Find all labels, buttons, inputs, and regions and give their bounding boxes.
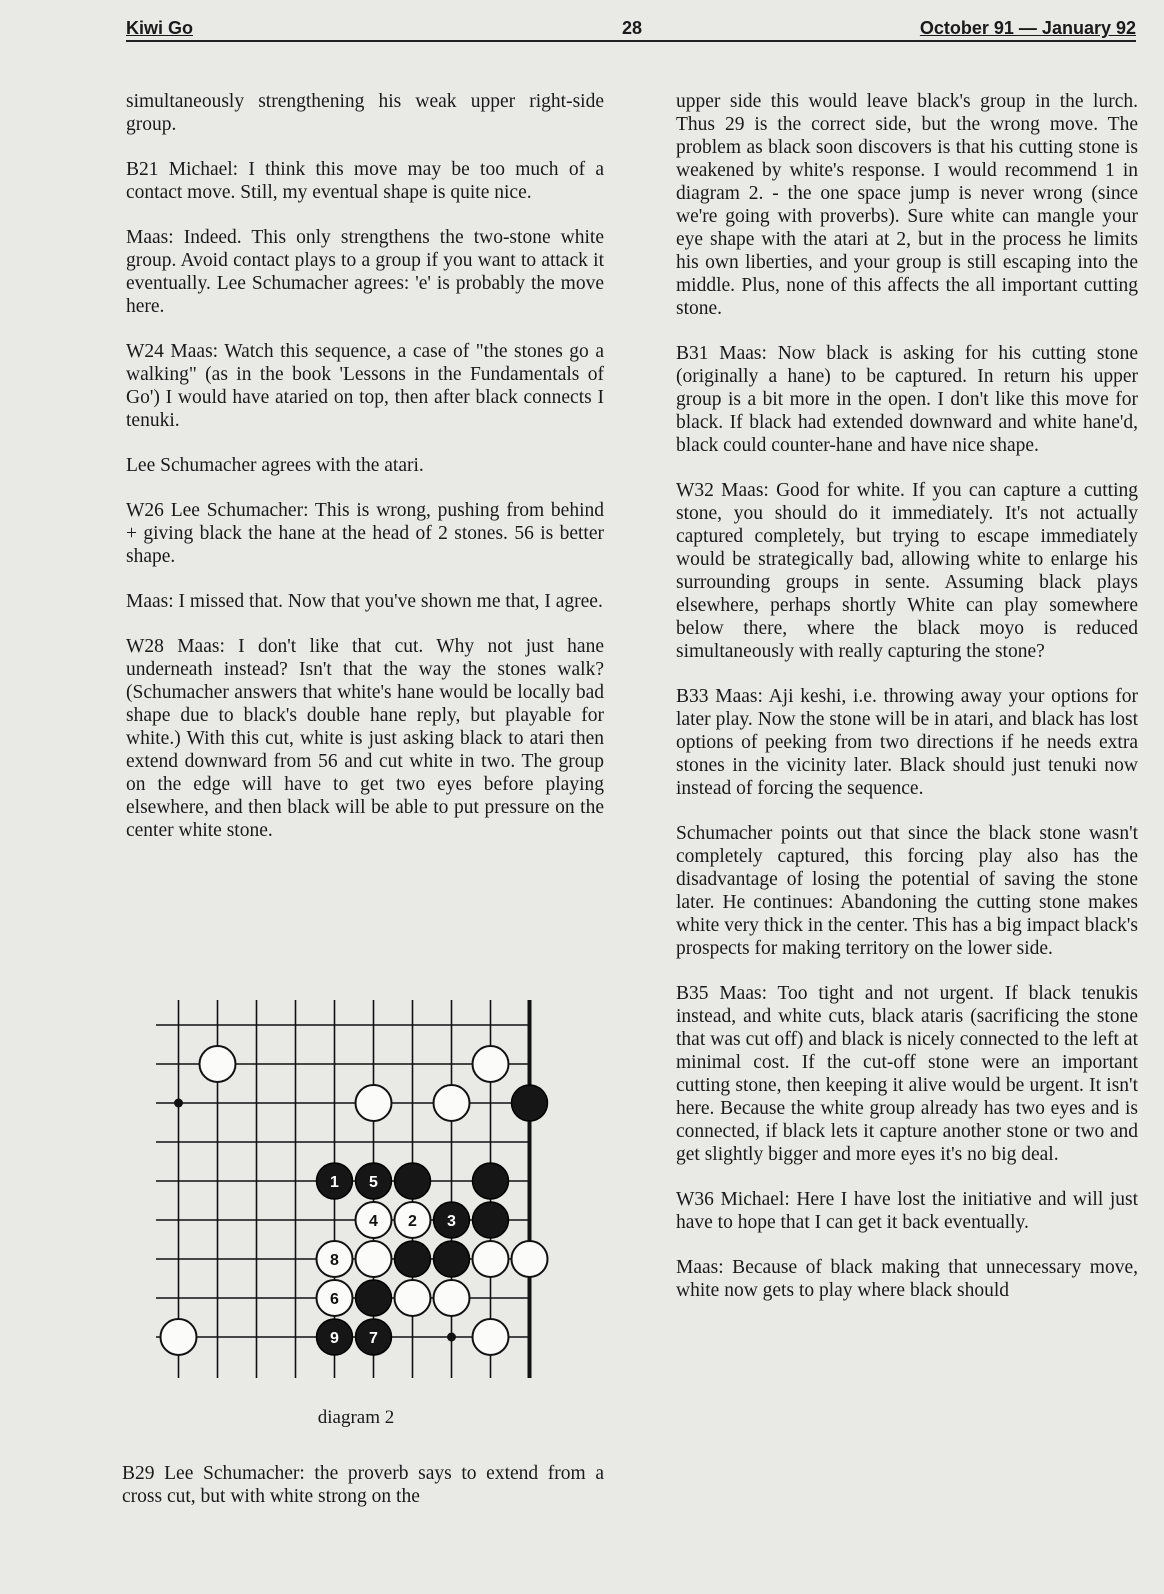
move-number-label: 2 [408, 1213, 417, 1230]
star-point [174, 1099, 183, 1108]
move-number-label: 8 [330, 1252, 339, 1269]
paragraph: Maas: Because of black making that unnecessary move, white now gets to play where black should [676, 1257, 1138, 1301]
paragraph: B29 Lee Schumacher: the proverb says to extend from a cross cut, but with white strong on the [122, 1463, 604, 1507]
paragraph: B33 Maas: Aji keshi, i.e. throwing away your options for later play. Now the stone will be in atari, and black has lost options of peeking from two directions if he needs extra stones in the vicinity later. Black should just tenuki now instead of forcing the sequence. [676, 686, 1138, 799]
white-stone [512, 1241, 548, 1277]
move-number-label: 9 [330, 1330, 339, 1347]
black-stone [512, 1085, 548, 1121]
move-number-label: 5 [369, 1174, 378, 1191]
move-number-label: 6 [330, 1291, 339, 1308]
paragraph: W28 Maas: I don't like that cut. Why not just hane underneath instead? Isn't that the way the stones walk? (Schumacher answers that white's hane would be locally bad shape due to black's double hane reply, but playable for white.) With this cut, white is just asking black to atari then extend downward from 56 and cut white in two. The group on the edge will have to get two eyes before playing elsewhere, and then black will be able to put pressure on the center white stone. [126, 636, 604, 841]
move-number-label: 4 [369, 1213, 378, 1230]
paragraph: Lee Schumacher agrees with the atari. [126, 455, 424, 476]
black-stone [395, 1241, 431, 1277]
black-stone [434, 1241, 470, 1277]
page-number: 28 [622, 18, 643, 38]
white-stone [473, 1241, 509, 1277]
move-number-label: 3 [447, 1213, 456, 1230]
white-stone [356, 1085, 392, 1121]
header-rule [126, 40, 1136, 42]
white-stone [434, 1280, 470, 1316]
black-stone [356, 1280, 392, 1316]
white-stone [473, 1319, 509, 1355]
issue-date: October 91 — January 92 [919, 18, 1136, 38]
black-stone [395, 1163, 431, 1199]
paragraph: W26 Lee Schumacher: This is wrong, pushing from behind + giving black the hane at the head of 2 stones. 56 is better shape. [126, 500, 604, 567]
paragraph: Maas: Indeed. This only strengthens the two-stone white group. Avoid contact plays to a group if you want to attack it eventually. Lee Schumacher agrees: 'e' is probably the move here. [126, 227, 604, 317]
left-column [126, 90, 604, 864]
diagram-caption: diagram 2 [317, 1407, 395, 1428]
paragraph: simultaneously strengthening his weak upper right-side group. [126, 91, 604, 135]
paragraph: W32 Maas: Good for white. If you can capture a cutting stone, you should do it immediately. It's not actually captured completely, but trying to escape immediately would be strategically bad, allowing white to enlarge his surrounding groups in sente. Assuming black plays elsewhere, perhaps shortly White can play somewhere below there, where the black moyo is reduced simultaneously with really capturing the stone? [676, 480, 1138, 662]
paragraph: W24 Maas: Watch this sequence, a case of "the stones go a walking" (as in the book 'Lessons in the Fundamentals of Go') I would have ataried on top, then after black connects I tenuki. [126, 341, 604, 431]
paragraph: B31 Maas: Now black is asking for his cutting stone (originally a hane) to be captured. In return his upper group is a bit more in the open. I don't like this move for black. If black had extended downward and white hane'd, black could counter-hane and have nice shape. [676, 343, 1138, 456]
black-stone [473, 1202, 509, 1238]
black-stone [473, 1163, 509, 1199]
white-stone [395, 1280, 431, 1316]
paragraph: W36 Michael: Here I have lost the initiative and will just have to hope that I can get it back eventually. [676, 1189, 1138, 1233]
publication-title: Kiwi Go [126, 18, 193, 38]
paragraph: upper side this would leave black's group in the lurch. Thus 29 is the correct side, but the wrong move. The problem as black soon discovers is that his cutting stone is weakened by white's response. I would recommend 1 in diagram 2. - the one space jump is never wrong (since we're going with proverbs). Sure white can mangle your eye shape with the atari at 2, but in the process he limits his own liberties, and your group is still escaping into the middle. Plus, none of this affects the all important cutting stone. [676, 91, 1138, 319]
white-stone [434, 1085, 470, 1121]
white-stone [161, 1319, 197, 1355]
paragraph: Schumacher points out that since the black stone wasn't completely captured, this forcing play also has the disadvantage of losing the potential of saving the stone later. He continues: Abandoning the cutting stone makes white very thick in the center. This has a big impact black's prospects for making territory on the lower side. [676, 823, 1138, 959]
white-stone [200, 1046, 236, 1082]
left-column-continued [122, 1462, 604, 1530]
right-column [676, 90, 1138, 1324]
star-point [447, 1333, 456, 1342]
white-stone [356, 1241, 392, 1277]
paragraph: B35 Maas: Too tight and not urgent. If black tenukis instead, and white cuts, black ataris (sacrificing the stone that was cut off) and black is nicely connected to the left at minimal cost. If the cut-off stone were an important cutting stone, then keeping it alive would be urgent. It isn't here. Because the white group already has two eyes and is connected, if black lets it capture another stone or two and get slightly bigger and more eyes it's no big deal. [676, 983, 1138, 1165]
go-board [156, 1000, 556, 1400]
white-stone [473, 1046, 509, 1082]
move-number-label: 7 [369, 1330, 378, 1347]
go-diagram [156, 1000, 556, 1432]
move-number-label: 1 [330, 1174, 339, 1191]
paragraph: B21 Michael: I think this move may be too much of a contact move. Still, my eventual shape is quite nice. [126, 159, 604, 203]
paragraph: Maas: I missed that. Now that you've shown me that, I agree. [126, 591, 603, 612]
